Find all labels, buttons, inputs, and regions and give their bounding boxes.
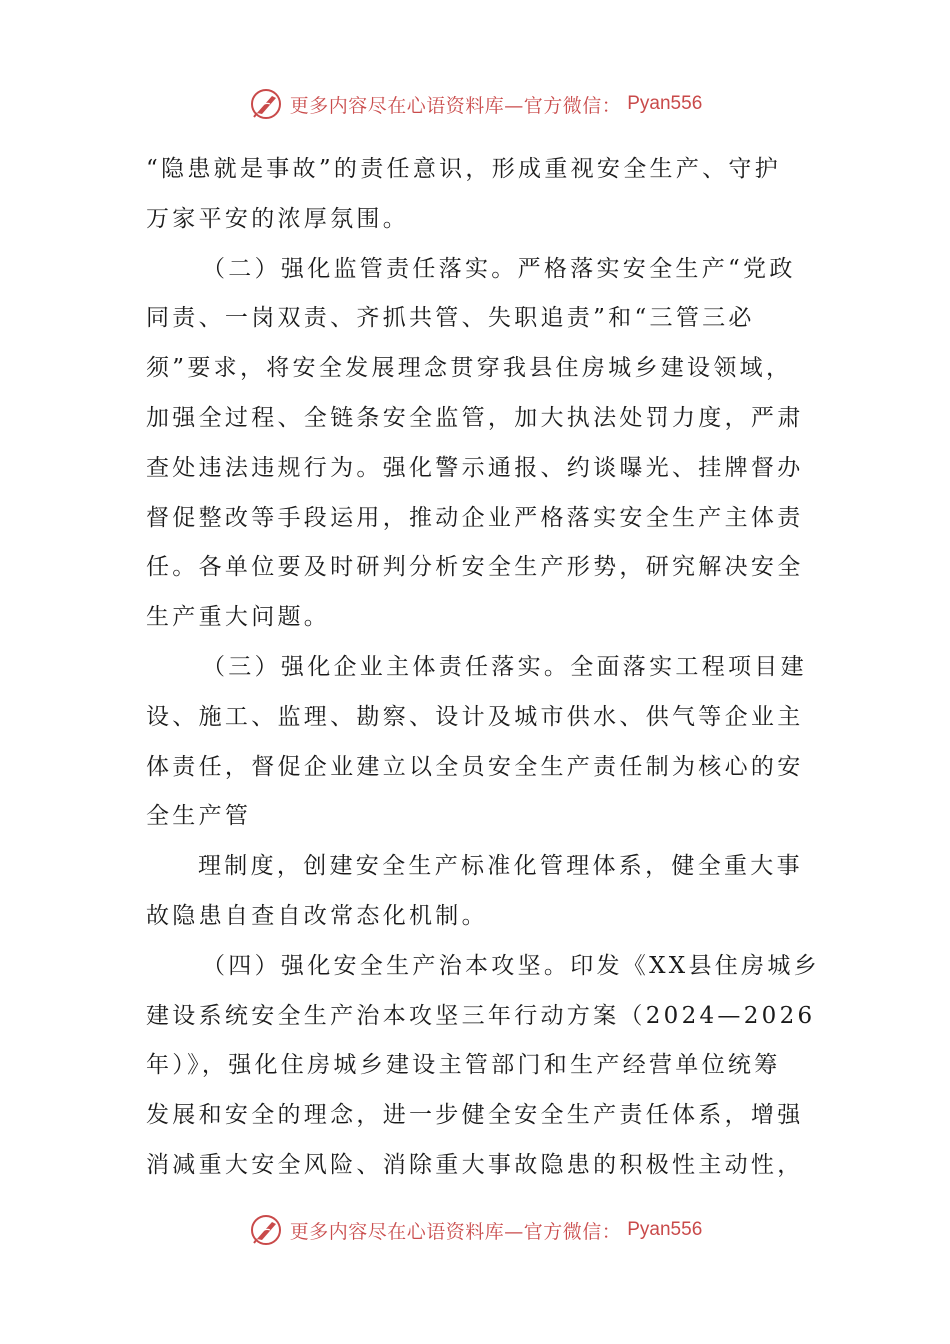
body-line: 设、施工、监理、勘察、设计及城市供水、供气等企业主: [146, 703, 804, 730]
body-line: 年）》，强化住房城乡建设主管部门和生产经营单位统筹: [146, 1052, 781, 1079]
body-line: 督促整改等手段运用，推动企业严格落实安全生产主体责: [146, 504, 804, 531]
body-line: 任。各单位要及时研判分析安全生产形势，研究解决安全: [146, 554, 804, 581]
body-line: 建设系统安全生产治本攻坚三年行动方案（2024—2026: [146, 1002, 816, 1029]
document-body: [146, 145, 820, 1191]
footer-banner-text: 更多内容尽在心语资料库—官方微信：: [289, 1220, 622, 1243]
body-line: 加强全过程、全链条安全监管，加大执法处罚力度，严肃: [146, 404, 804, 431]
footer-banner: [0, 1210, 950, 1250]
body-line: 体责任，督促企业建立以全员安全生产责任制为核心的安: [146, 753, 804, 780]
body-line: 须”要求，将安全发展理念贯穿我县住房城乡建设领域，: [146, 355, 793, 382]
body-line: 生产重大问题。: [146, 604, 331, 631]
body-line: 发展和安全的理念，进一步健全安全生产责任体系，增强: [146, 1102, 804, 1129]
body-line: “隐患就是事故”的责任意识，形成重视安全生产、守护: [146, 156, 782, 182]
body-line: 故隐患自查自改常态化机制。: [146, 902, 488, 929]
body-line: 全生产管: [146, 803, 252, 830]
body-line: （三）强化企业主体责任落实。全面落实工程项目建: [202, 653, 807, 680]
body-line: 消减重大安全风险、消除重大事故隐患的积极性主动性，: [146, 1151, 804, 1178]
body-line: 同责、一岗双责、齐抓共管、失职追责”和“三管三必: [146, 305, 755, 332]
header-banner-id: Pyan556: [627, 93, 703, 114]
quill-logo-icon: [248, 86, 284, 122]
body-line: 理制度，创建安全生产标准化管理体系，健全重大事: [198, 853, 803, 880]
body-line: （四）强化安全生产治本攻坚。印发《XX县住房城乡: [202, 952, 820, 979]
body-line: 万家平安的浓厚氛围。: [146, 205, 409, 232]
body-line: （二）强化监管责任落实。严格落实安全生产“党政: [202, 255, 796, 282]
footer-banner-id: Pyan556: [627, 1219, 703, 1240]
quill-logo-icon: [248, 1212, 284, 1248]
body-line: 查处违法违规行为。强化警示通报、约谈曝光、挂牌督办: [146, 454, 804, 481]
header-banner: [0, 84, 950, 124]
header-banner-text: 更多内容尽在心语资料库—官方微信：: [289, 94, 622, 117]
